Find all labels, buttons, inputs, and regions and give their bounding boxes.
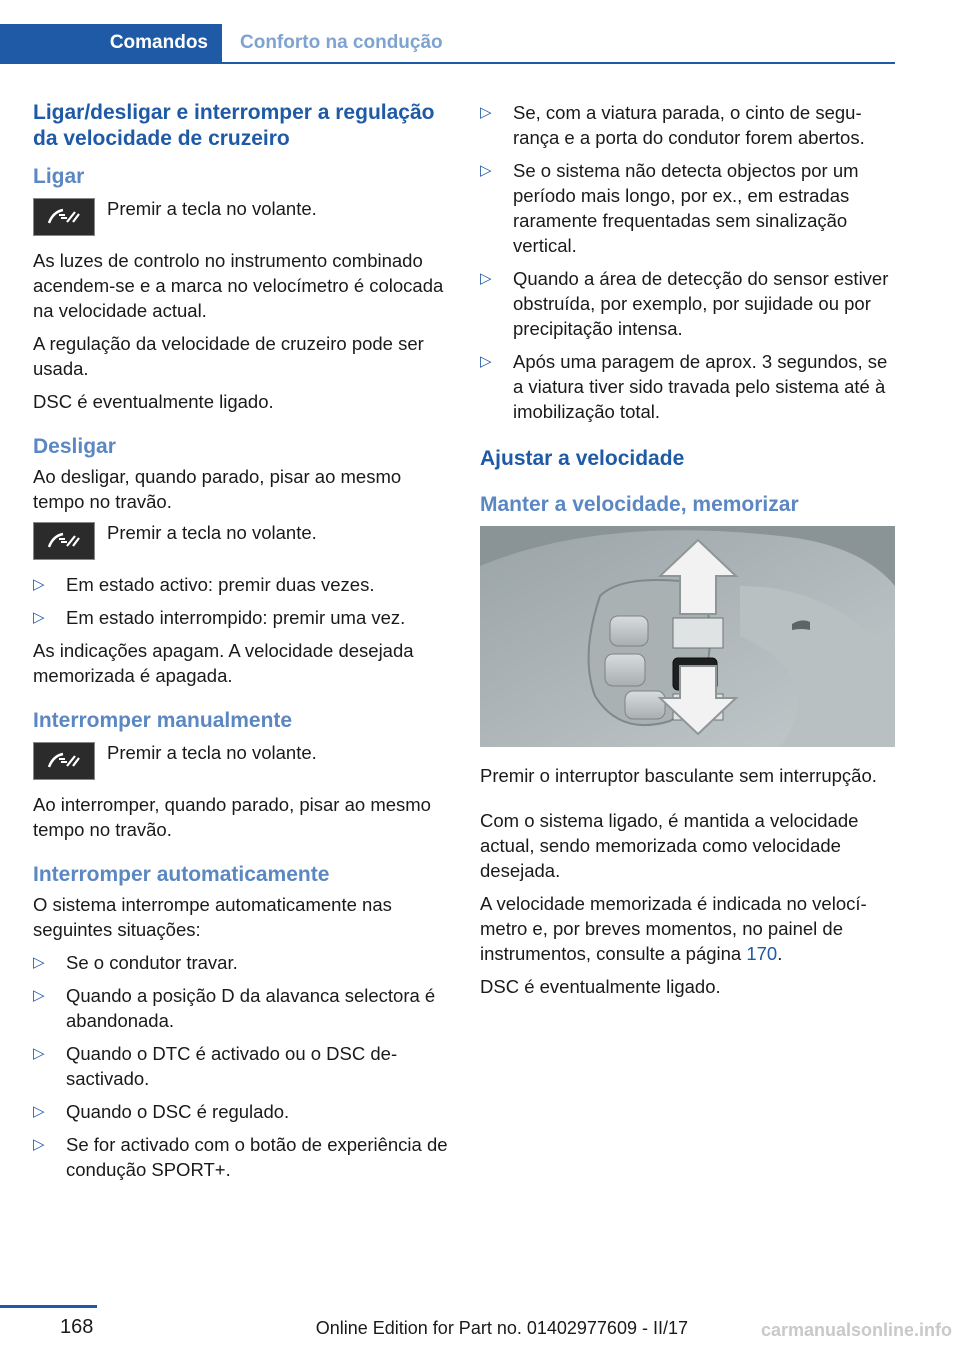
triangle-bullet-icon: ▷ [33, 1103, 45, 1120]
triangle-bullet-icon: ▷ [33, 1136, 45, 1153]
right-column [480, 100, 895, 1007]
cruise-control-icon [33, 742, 95, 780]
list-item: ▷ Em estado interrompido: premir uma vez. [33, 607, 406, 628]
instruction-text: Premir a tecla no volante. [107, 198, 317, 219]
paragraph: A velocidade memorizada é indicada no velocímetro e, por breves momentos, no painel de instrumentos, consulte a página 170. [480, 893, 867, 964]
triangle-bullet-icon: ▷ [33, 576, 45, 593]
triangle-bullet-icon: ▷ [480, 270, 492, 287]
footer-rule [0, 1305, 97, 1308]
cruise-control-icon [33, 198, 95, 236]
bullet-list [480, 100, 895, 424]
triangle-bullet-icon: ▷ [33, 954, 45, 971]
list-item: ▷ Quando o DTC é activado ou o DSC desactivado. [33, 1043, 398, 1089]
triangle-bullet-icon: ▷ [33, 1045, 45, 1062]
tab-comandos[interactable]: Comandos [0, 24, 222, 62]
instruction-text: Premir a tecla no volante. [107, 742, 317, 763]
heading-ajustar: Ajustar a velocidade [480, 447, 685, 470]
list-item: ▷ Após uma paragem de aprox. 3 segundos, se a viatura tiver sido travada pelo sistema até à imobilização total. [480, 351, 888, 422]
paragraph: Ao desligar, quando parado, pisar ao mesmo tempo no travão. [33, 466, 402, 512]
list-item: ▷ Se o sistema não detecta objectos por um período mais longo, por ex., em estradas raramente frequentadas sem sinalização vertical. [480, 160, 859, 256]
paragraph: As indicações apagam. A velocidade desejada memorizada é apagada. [33, 640, 414, 686]
list-item: ▷ Se for activado com o botão de experiência de condução SPORT+. [33, 1134, 448, 1180]
heading-desligar: Desligar [33, 435, 116, 458]
edition-note: Online Edition for Part no. 01402977609 - II/17 [315, 1318, 688, 1338]
list-item: ▷ Se, com a viatura parada, o cinto de segurança e a porta do condutor forem abertos. [480, 102, 865, 148]
paragraph: Premir o interruptor basculante sem interrupção. [480, 765, 877, 786]
icon-instruction [33, 198, 448, 236]
paragraph: As luzes de controlo no instrumento combinado acendem-se e a marca no velocímetro é colocada na velocidade actual. [33, 250, 444, 321]
icon-instruction [33, 742, 448, 780]
paragraph: Ao interromper, quando parado, pisar ao mesmo tempo no travão. [33, 794, 431, 840]
tab-conforto[interactable]: Conforto na condução [240, 32, 443, 53]
page-number: 168 [60, 1316, 94, 1338]
list-item: ▷ Quando a posição D da alavanca selectora é abandonada. [33, 985, 436, 1031]
heading-ligar: Ligar [33, 165, 85, 188]
heading-manual: Interromper manualmente [33, 709, 293, 732]
watermark: carmanualsonline.info [760, 1320, 952, 1340]
steering-wheel-rocker-photo [480, 526, 895, 747]
icon-instruction [33, 522, 448, 560]
triangle-bullet-icon: ▷ [480, 104, 492, 121]
list-item: ▷ Se o condutor travar. [33, 952, 238, 973]
bullet-list [33, 572, 448, 630]
paragraph: A regulação da velocidade de cruzeiro pode ser usada. [33, 333, 424, 379]
paragraph: Com o sistema ligado, é mantida a velocidade actual, sendo memorizada como velocidade desejada. [480, 810, 859, 881]
section-title: Ligar/desligar e interromper a regulação da velocidade de cruzeiro [33, 101, 435, 150]
paragraph: O sistema interrompe automaticamente nas seguintes situações: [33, 894, 392, 940]
list-item: ▷ Em estado activo: premir duas vezes. [33, 574, 375, 595]
bullet-list [33, 950, 448, 1182]
page-link-170[interactable]: 170 [746, 943, 778, 964]
triangle-bullet-icon: ▷ [33, 987, 45, 1004]
header-tabbar [0, 24, 895, 64]
triangle-bullet-icon: ▷ [480, 353, 492, 370]
cruise-control-icon [33, 522, 95, 560]
heading-auto: Interromper automaticamente [33, 863, 330, 886]
paragraph: DSC é eventualmente ligado. [33, 391, 274, 412]
instruction-text: Premir a tecla no volante. [107, 522, 317, 543]
heading-manter: Manter a velocidade, memorizar [480, 493, 799, 516]
list-item: ▷ Quando a área de detecção do sensor estiver obstruída, por exemplo, por sujidade ou por precipitação intensa. [480, 268, 889, 339]
list-item: ▷ Quando o DSC é regulado. [33, 1101, 290, 1122]
triangle-bullet-icon: ▷ [480, 162, 492, 179]
left-column [33, 100, 448, 1190]
triangle-bullet-icon: ▷ [33, 609, 45, 626]
paragraph: DSC é eventualmente ligado. [480, 976, 721, 997]
